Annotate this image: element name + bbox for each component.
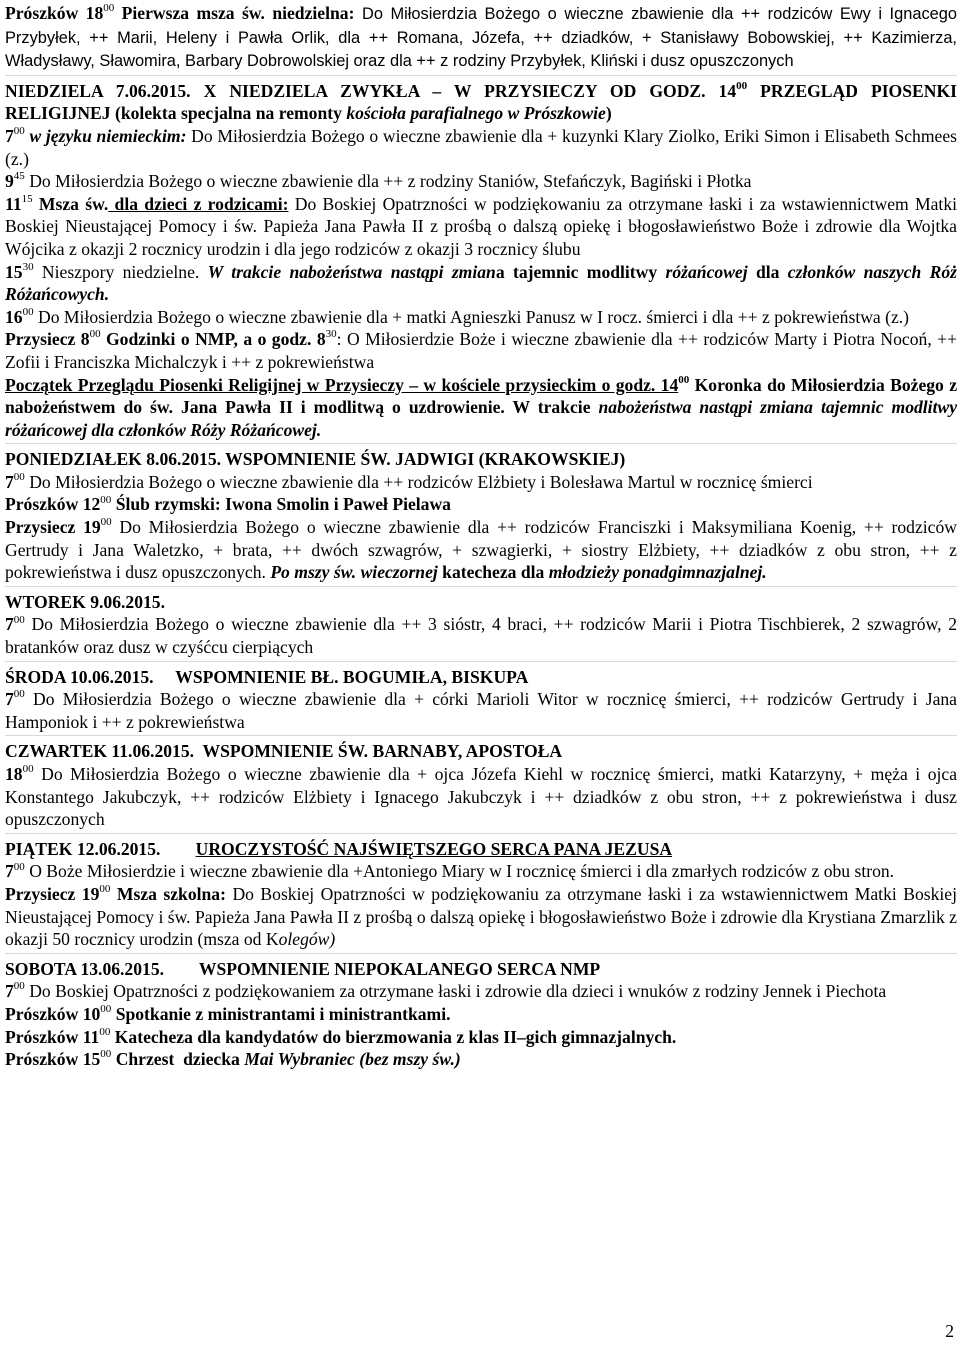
catechesis-entry	[5, 1026, 957, 1049]
mass-entry	[5, 471, 957, 494]
mass-intention: Do Miłosierdzia Bożego o wieczne zbawienie dla + córki Marioli Witor w rocznicę śmierci, ++ rodziców Gertrudy i Jana Hamponiok i ++ z pokrewieństwa	[5, 689, 957, 732]
mass-intention: Do Miłosierdzia Bożego o wieczne zbawienie dla ++ rodziców Ewy i Ignacego Przybyłek, ++ Marii, Heleny i Pawła Orlik, dla ++ Romana, Józefa, ++ dziadków, + Stanisławy Bobowskiej, ++ Kazimierza, Władysławy, Sławomira, Barbary Dobrowolskiej oraz dla ++ z rodziny Przybyłek, Kliński i dusz opuszczonych	[5, 5, 957, 71]
time-sup: 00	[99, 1025, 111, 1038]
mass-intention: Do Boskiej Opatrzności z podziękowaniem za otrzymane łaski i zdrowie dla dzieci i wnuków z rodziny Jennek i Piechota	[24, 981, 887, 1002]
time-sup: 00	[736, 79, 748, 92]
friday-heading	[5, 838, 957, 861]
section-divider	[5, 953, 957, 954]
time-sup: 00	[13, 471, 25, 484]
mass-intention: Do Miłosierdzia Bożego o wieczne zbawienie dla + matki Agnieszki Panusz w I rocz. śmierci i dla ++ z pokrewieństwa (z.)	[33, 306, 910, 327]
mass-entry	[5, 613, 957, 658]
mass-intention: Do Miłosierdzia Bożego o wieczne zbawienie dla + kuzynki Klary Ziolko, Eriki Simon i Elisabeth Schmees (z.)	[5, 125, 957, 169]
mass-place-time: Przysiecz 19	[5, 517, 101, 538]
mass-time: 7	[5, 861, 14, 882]
time-sup: 30	[22, 260, 34, 273]
mass-entry	[5, 170, 957, 193]
time-sup: 00	[100, 1048, 112, 1061]
mass-entry	[5, 980, 957, 1003]
sunday-first-mass	[5, 2, 957, 73]
mass-time: 7	[5, 614, 14, 635]
day-title: SOBOTA 13.06.2015.	[5, 958, 199, 979]
wedding-entry	[5, 493, 957, 516]
tuesday-heading: WTOREK 9.06.2015.	[5, 591, 165, 612]
time-sup: 00	[103, 2, 115, 15]
mass-place-time: Prószków 12	[5, 494, 101, 515]
baptism-label: Chrzest dziecka	[111, 1049, 245, 1070]
catechesis-note: katecheza dla	[437, 562, 549, 583]
mass-time: 7	[5, 981, 14, 1002]
section-divider	[5, 735, 957, 736]
catechesis-label: Katecheza dla kandydatów do bierzmowania z klas II–gich gimnazjalnych.	[110, 1026, 677, 1047]
mass-intention: O Boże Miłosierdzie i wieczne zbawienie dla +Antoniego Miary w I rocznicę śmierci i dla zmarłych rodziców z obu stron.	[24, 861, 895, 882]
time-sup: 00	[13, 980, 25, 993]
rosary-note: a tajemnic modlitwy	[495, 261, 666, 282]
page-number: 2	[945, 1321, 954, 1341]
time-sup: 15	[21, 192, 33, 205]
meeting-label: Spotkanie z ministrantami i ministrantkami.	[111, 1003, 451, 1024]
festival-start: Początek Przeglądu Piosenki Religijnej w Przysieczy – w kościele przysieckim o godz. 14	[5, 374, 679, 395]
section-divider	[5, 833, 957, 834]
baptism-entry	[5, 1048, 957, 1071]
time-sup: 00	[678, 373, 690, 386]
mass-place-time: Przysiecz 8	[5, 329, 90, 350]
mass-time: 16	[5, 306, 23, 327]
feast-title: UROCZYSTOŚĆ NAJŚWIĘTSZEGO SERCA PANA JEZUSA	[195, 838, 673, 859]
time-sup: 45	[13, 170, 25, 183]
mass-time: 15	[5, 261, 23, 282]
rosary-note: W trakcie nabożeństwa nastąpi zmian	[207, 261, 496, 282]
mass-entry	[5, 125, 957, 170]
meeting-entry	[5, 1003, 957, 1026]
mass-entry	[5, 328, 957, 373]
mass-time: 9	[5, 171, 14, 192]
day-title-tail: PRZEGLĄD PIOSENKI RELIGIJNEJ	[5, 80, 957, 124]
mass-entry	[5, 193, 957, 261]
vespers-label: Nieszpory niedzielne.	[33, 261, 208, 282]
section-divider	[5, 75, 957, 76]
mass-place-time: Prószków 15	[5, 1049, 101, 1070]
wednesday-heading: ŚRODA 10.06.2015. WSPOMNIENIE BŁ. BOGUMIŁA, BISKUPA	[5, 666, 529, 687]
chaplet-note: Koronka do Miłosierdzia Bożego z nabożeństwem do św. Jana Pawła II i modlitwą o uzdrowienie. W trakcie	[5, 374, 957, 418]
mass-label: Msza szkolna:	[110, 883, 226, 904]
time-sup: 00	[13, 860, 25, 873]
rosary-note: nabożeństwa nastąpi zmiana tajemnic modlitwy różańcowej dla członków Róży Różańcowej.	[5, 397, 958, 440]
mass-place-time: Prószków 10	[5, 1003, 101, 1024]
mass-intention: Do Boskiej Opatrzności w podziękowaniu za otrzymane łaski i za wstawiennictwem Matki Boskiej Nieustającej Pomocy i św. Papieża Jana Pawła II z prośbą o dalszą opiekę i błogosławieństwo Boże i zdrowie dla Krystiana Zmarzlik z okazji 50 rocznicy urodzin (msza od K	[5, 883, 957, 950]
day-title: NIEDZIELA 7.06.2015. X NIEDZIELA ZWYKŁA – W PRZYSIECZY OD GODZ. 14	[5, 80, 737, 101]
mass-time: 18	[5, 764, 23, 784]
day-title: PIĄTEK 12.06.2015.	[5, 838, 196, 859]
mass-label: Pierwsza msza św. niedzielna:	[114, 3, 355, 23]
time-sup: 00	[13, 613, 25, 626]
mass-place-time: Prószków 11	[5, 1026, 100, 1047]
time-sup: 00	[100, 493, 112, 506]
mass-intention: Do Miłosierdzia Bożego o wieczne zbawienie dla ++ rodziców Elżbiety i Bolesława Martul w rocznicę śmierci	[24, 471, 813, 492]
mass-entry	[5, 306, 957, 329]
catechesis-note: Po mszy św. wieczornej	[270, 562, 438, 583]
rosary-note: dla	[747, 261, 788, 282]
mass-intention-italic: olegów)	[278, 929, 336, 950]
mass-intention: Do Miłosierdzia Bożego o wieczne zbawienie dla ++ rodziców Franciszki i Maksymiliana Koenig, ++ rodziców Gertrudy i Jana Waletzko, + brata, ++ dwóch szwagrów, + szwagierki, + siostry Elżbiety, ++ dziadków z obu stron, ++ z pokrewieństwa i dusz opuszczonych.	[5, 517, 957, 583]
time-sup: 00	[100, 516, 112, 529]
mass-intention: Do Miłosierdzia Bożego o wieczne zbawienie dla ++ 3 sióstr, 4 braci, ++ rodziców Marii i Piotra Tischbierek, 2 szwagrów, 2 bratanków oraz dusz w czyśćcu cierpiących	[5, 614, 957, 658]
mass-entry	[5, 516, 957, 584]
mass-intention: Do Miłosierdzia Bożego o wieczne zbawienie dla + ojca Józefa Kiehl w rocznicę śmierci, matki Katarzyny, + męża i ojca Konstantego Jakubczyk, ++ rodziców Elżbiety i Ignacego Jakubczyk i ++ dziadków z obu stron, ++ z pokrewieństwa i dusz opuszczonych	[5, 764, 957, 830]
festival-entry	[5, 374, 957, 442]
rosary-note: różańcowej	[665, 261, 748, 282]
mass-time: 7	[5, 125, 14, 146]
mass-entry	[5, 688, 957, 733]
bulletin-page	[5, 2, 957, 1071]
mass-language: w języku niemieckim:	[24, 125, 187, 146]
vespers-entry	[5, 261, 957, 306]
time-sup: 30	[325, 328, 337, 341]
catechesis-note: młodzieży ponadgimnazjalnej.	[548, 562, 767, 583]
mass-entry	[5, 763, 957, 831]
mass-place-time: Prószków 18	[5, 3, 104, 23]
mass-audience: dla dzieci z rodzicami:	[108, 193, 289, 214]
collection-note-italic: kościoła parafialnego w Prószkowie	[346, 103, 606, 124]
rosary-note: członków naszych Róż Różańcowych.	[5, 261, 957, 305]
mass-time: 7	[5, 471, 14, 492]
time-sup: 00	[13, 125, 25, 138]
wedding-label: Ślub rzymski: Iwona Smolin i Paweł Pielawa	[111, 494, 451, 515]
mass-intention: : O Miłosierdzie Boże i wieczne zbawienie dla ++ rodziców Marty i Piotra Nocoń, ++ Zofii i Franciszka Michalczyk i ++ z pokrewieństwa	[5, 329, 957, 372]
mass-label: Msza św.	[32, 193, 109, 214]
time-sup: 00	[13, 688, 25, 701]
mass-entry	[5, 860, 957, 883]
mass-time: 8	[311, 329, 326, 350]
time-sup: 00	[89, 328, 101, 341]
time-sup: 00	[100, 1003, 112, 1016]
time-sup: 00	[99, 883, 111, 896]
feast-title: WSPOMNIENIE NIEPOKALANEGO SERCA NMP	[198, 958, 601, 979]
mass-intention: Do Boskiej Opatrzności w podziękowaniu za otrzymane łaski i za wstawiennictwem Matki Boskiej Nieustającej Pomocy i św. Papieża Jana Pawła II z prośbą o dalszą opiekę i błogosławieństwo Boże i zdrowie dla Wojtka Wójcika z okazji 2 rocznicy urodzin i dla jego rodziców z okazji 3 rocznicy ślubu	[5, 193, 958, 259]
sunday-heading	[5, 80, 957, 125]
time-sup: 00	[22, 305, 34, 318]
baptism-name: Mai Wybraniec (bez mszy św.)	[244, 1049, 461, 1070]
section-divider	[5, 661, 957, 662]
collection-note: (kolekta specjalna na remonty	[110, 103, 347, 124]
saturday-heading	[5, 958, 957, 981]
section-divider	[5, 586, 957, 587]
mass-label: Godzinki o NMP, a o godz.	[100, 329, 312, 350]
thursday-heading: CZWARTEK 11.06.2015. WSPOMNIENIE ŚW. BARNABY, APOSTOŁA	[5, 741, 563, 762]
mass-place-time: Przysiecz 19	[5, 883, 100, 904]
collection-note-end: )	[605, 103, 612, 124]
mass-time: 7	[5, 689, 14, 710]
mass-intention: Do Miłosierdzia Bożego o wieczne zbawienie dla ++ z rodziny Staniów, Stefańczyk, Bagiński i Płotka	[24, 171, 752, 192]
time-sup: 00	[22, 763, 34, 776]
monday-heading: PONIEDZIAŁEK 8.06.2015. WSPOMNIENIE ŚW. JADWIGI (KRAKOWSKIEJ)	[5, 449, 626, 470]
mass-entry	[5, 883, 957, 951]
mass-time: 11	[5, 193, 22, 214]
section-divider	[5, 443, 957, 444]
